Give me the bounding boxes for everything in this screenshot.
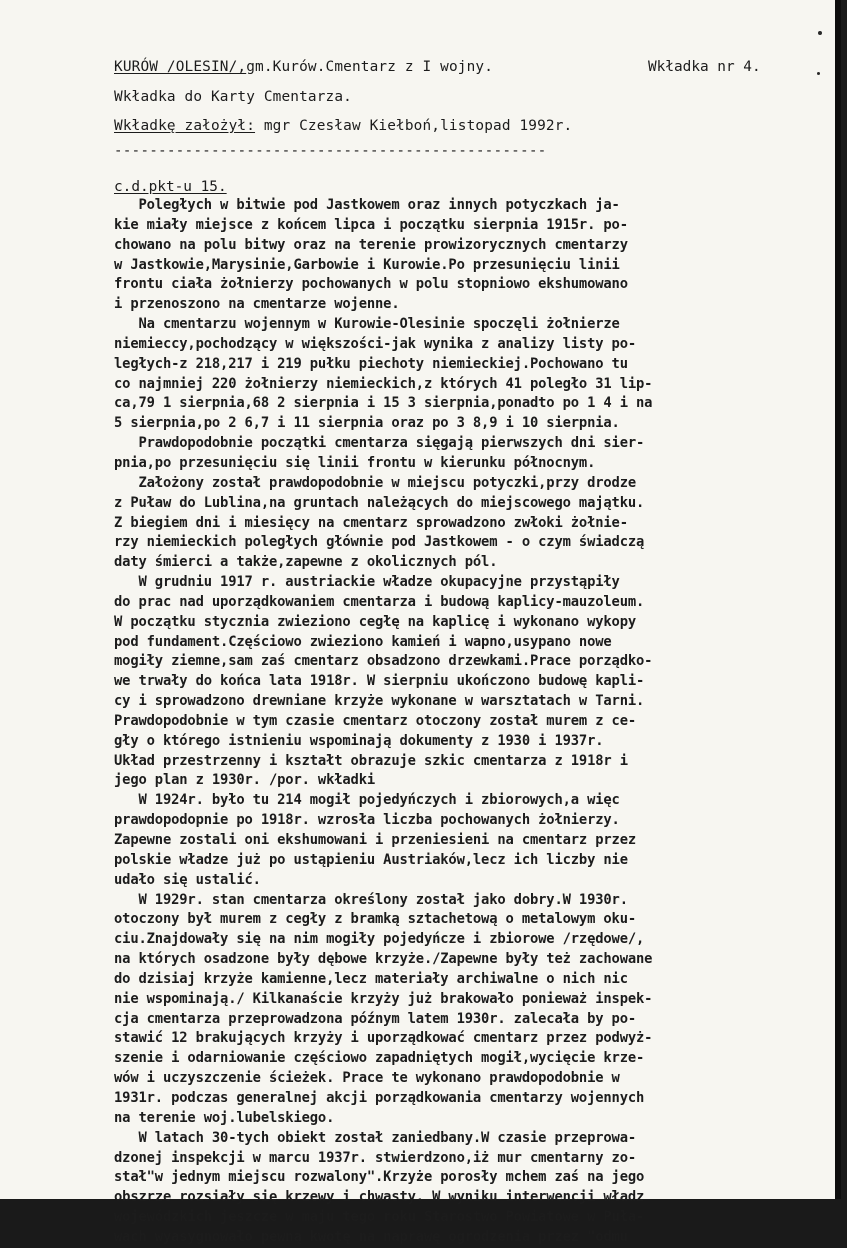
body-line: cy i sprowadzono drewniane krzyże wykonane w warsztatach w Tarni. [114, 693, 645, 710]
body-line: jego plan z 1930r. /por. wkładki [114, 772, 376, 789]
body-line: gły o którego istnieniu wspominają dokumenty z 1930 i 1937r. [114, 732, 604, 749]
body-line: ca,79 1 sierpnia,68 2 sierpnia i 15 3 sierpnia,ponadto po 1 4 i na [114, 395, 653, 412]
header-author: mgr Czesław Kiełboń,listopad 1992r. [255, 118, 573, 134]
header-line-1 [114, 58, 493, 76]
header-location: KURÓW /OLESIN/, [114, 59, 247, 75]
body-line: do dzisiaj krzyże kamienne,lecz materiały archiwalne o nich nic [114, 970, 628, 987]
body-line: daty śmierci a także,zapewne z okolicznych pól. [114, 554, 498, 571]
body-line: rzy niemieckich poległych głównie pod Jastkowem - o czym świadczą [114, 534, 645, 551]
body-line: W 1924r. było tu 214 mogił pojedyńczych i zbiorowych,a więc [114, 792, 620, 809]
scan-speck [818, 31, 822, 35]
body-line: pod fundament.Częściowo zwieziono kamień i wapno,usypano nowe [114, 633, 612, 650]
body-line: Prawdopodobnie w tym czasie cmentarz otoczony został murem z ce- [114, 712, 637, 729]
body-line: z Puław do Lublina,na gruntach należących do miejscowego majątku. [114, 494, 645, 511]
section-title: c.d.pkt-u 15. [114, 179, 227, 195]
header-line-3 [114, 117, 572, 135]
scan-edge [835, 0, 841, 1199]
body-line: W latach 30-tych obiekt został zaniedbany.W czasie przeprowa- [114, 1129, 637, 1146]
body-line: w Jastkowie,Marysinie,Garbowie i Kurowie.Po przesunięciu linii [114, 256, 620, 273]
body-line: W grudniu 1917 r. austriackie władze okupacyjne przystąpiły [114, 574, 620, 591]
body-line: wojewódzkich jeszcze w maju tego roku Starostwo Powiatowe w Puła- [114, 1209, 645, 1226]
header-author-label: Wkładkę założył: [114, 118, 256, 134]
body-line: ciu.Znajdowały się na nim mogiły pojedyńcze i zbiorowe /rzędowe/, [114, 931, 645, 948]
body-line: Zapewne zostali oni ekshumowani i przeniesieni na cmentarz przez [114, 832, 637, 848]
body-line: na terenie woj.lubelskiego. [114, 1109, 335, 1126]
body-line: chowano na polu bitwy oraz na terenie prowizorycznych cmentarzy [114, 236, 628, 253]
body-line: frontu ciała żołnierzy pochowanych w polu stopniowo ekshumowano [114, 276, 628, 293]
body-line: dzonej inspekcji w marcu 1937r. stwierdzono,iż mur cmentarny zo- [114, 1149, 637, 1166]
body-line: 1931r. podczas generalnej akcji porządkowania cmentarzy wojennych [114, 1089, 645, 1106]
body-line: pnia,po przesunięciu się linii frontu w kierunku północnym. [114, 454, 596, 471]
body-line: na których osadzone były dębowe krzyże./Zapewne były też zachowane [114, 951, 653, 968]
body-line: nie wspominają./ Kilkanaście krzyży już brakowało ponieważ inspek- [114, 990, 653, 1007]
body-line: obszrze rozsiały się krzewy i chwasty. W wyniku interwencji władz [114, 1189, 645, 1206]
body-line: polskie władze już po ustąpieniu Austriaków,lecz ich liczby nie [114, 851, 628, 868]
body-line: otoczony był murem z cegły z bramką sztachetową o metalowym oku- [114, 911, 637, 928]
body-line: ległych-z 218,217 i 219 pułku piechoty niemieckiej.Pochowano tu [114, 355, 628, 372]
body-line: stawić 12 brakujących krzyży i uporządkować cmentarz przez podwyż- [114, 1030, 653, 1047]
body-line: udało się ustalić. [114, 871, 261, 888]
body-line: Poległych w bitwie pod Jastkowem oraz innych potyczkach ja- [114, 197, 620, 213]
body-line: Prawdopodobnie początki cmentarza sięgają pierwszych dni sier- [114, 435, 645, 452]
body-line: Na cmentarzu wojennym w Kurowie-Olesinie spoczęli żołnierze [114, 316, 620, 333]
header-line-2: Wkładka do Karty Cmentarza. [114, 89, 352, 105]
body-line: niemieccy,pochodzący w większości-jak wynika z analizy listy po- [114, 335, 637, 352]
body-line: co najmniej 220 żołnierzy niemieckich,z których 41 poległo 31 lip- [114, 375, 653, 392]
scan-speck [817, 72, 820, 75]
body-line: kie miały miejsce z końcem lipca i początku sierpnia 1915r. po- [114, 216, 628, 233]
header-subject: gm.Kurów.Cmentarz z I wojny. [246, 59, 494, 75]
body-line: Założony został prawdopodobnie w miejscu potyczki,przy drodze [114, 474, 637, 491]
body-line: 5 sierpnia,po 2 6,7 i 11 sierpnia oraz po 3 8,9 i 10 sierpnia. [114, 415, 620, 432]
body-line: Z biegiem dni i miesięcy na cmentarz sprowadzono zwłoki żołnie- [114, 514, 628, 531]
body-line: we trwały do końca lata 1918r. W sierpniu ukończono budowę kapli- [114, 673, 645, 690]
divider-line: ------------------------------------------------- [114, 143, 547, 159]
body-line: mogiły ziemne,sam zaś cmentarz obsadzono drzewkami.Prace porządko- [114, 653, 653, 670]
body-line: i przenoszono na cmentarze wojenne. [114, 296, 400, 313]
body-line: cja cmentarza przeprowadzona późnym latem 1930r. zalecała by po- [114, 1010, 637, 1027]
document-body [114, 196, 804, 1248]
body-line: W 1929r. stan cmentarza określony został jako dobry.W 1930r. [114, 891, 628, 908]
body-line: prawdopodopnie po 1918r. wzrosła liczba pochowanych żołnierzy. [114, 812, 620, 829]
body-line: do prac nad uporządkowaniem cmentarza i budową kaplicy-mauzoleum. [114, 593, 645, 610]
insert-number: Wkładka nr 4. [648, 59, 761, 75]
body-line: Układ przestrzenny i kształt obrazuje szkic cmentarza z 1918r i [114, 752, 628, 769]
body-line: wów i uczyszczenie ścieżek. Prace te wykonano prawdopodobnie w [114, 1070, 620, 1087]
body-line: stał"w jednym miejscu rozwalony".Krzyże porosły mchem zaś na jego [114, 1169, 645, 1186]
body-line: szenie i odarniowanie częściowo zapadniętych mogił,wycięcie krze- [114, 1050, 645, 1067]
body-line: wach wyasygnowało pewną kwotę na naprawę ogrodzenia przez "odmu [114, 1228, 628, 1245]
body-line: W początku stycznia zwieziono cegłę na kaplicę i wykonano wykopy [114, 613, 637, 630]
